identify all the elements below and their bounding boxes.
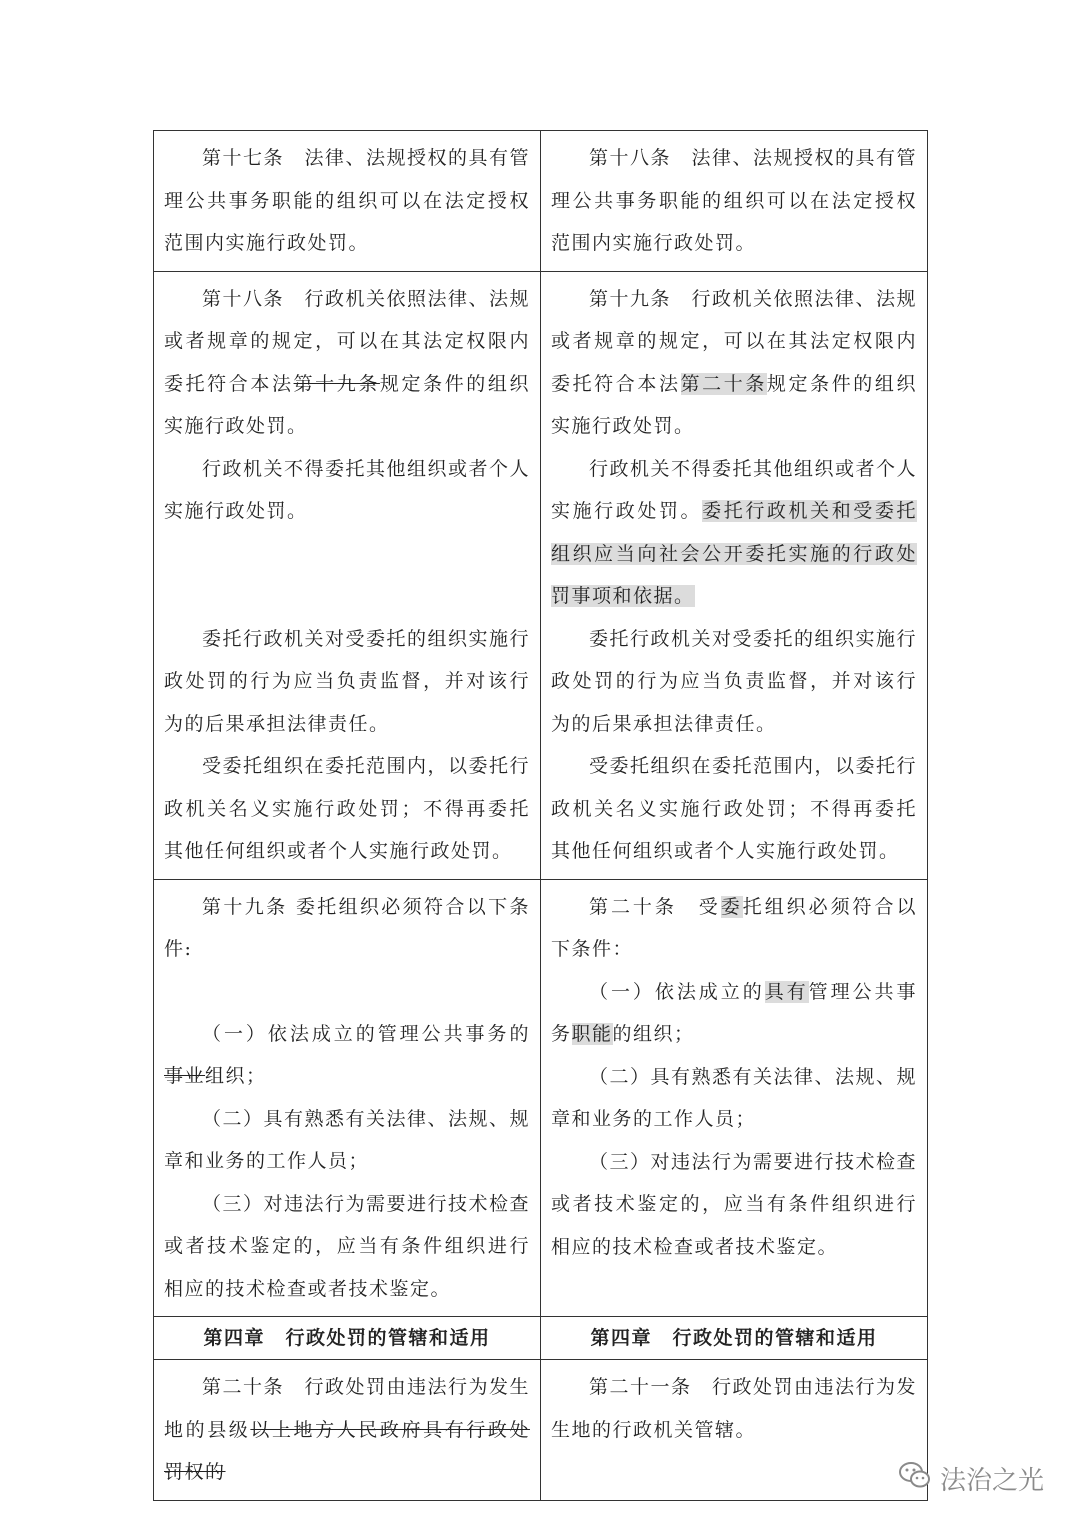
new-article-19 xyxy=(541,271,928,879)
paragraph: （一）依法成立的具有管理公共事务职能的组织； xyxy=(551,980,917,1045)
watermark-text: 法治之光 xyxy=(939,1466,1044,1496)
highlighted-text: 委托行政机关和受委托组织应当向社会公开委托实施的行政处罚事项和依据。 xyxy=(551,500,917,607)
old-article-20 xyxy=(154,1360,541,1501)
watermark xyxy=(898,1460,1044,1497)
new-article-18: 第十八条 法律、法规授权的具有管理公共事务职能的组织可以在法定授权范围内实施行政处罚。 xyxy=(541,131,928,272)
paragraph: 第二十条 受委托组织必须符合以下条件： xyxy=(551,895,917,960)
paragraph: （二）具有熟悉有关法律、法规、规章和业务的工作人员； xyxy=(164,1107,531,1172)
paragraph: （三）对违法行为需要进行技术检查或者技术鉴定的，应当有条件组织进行相应的技术检查或者技术鉴定。 xyxy=(551,1150,918,1258)
new-article-20 xyxy=(541,879,928,1317)
paragraph: 行政机关不得委托其他组织或者个人实施行政处罚。 xyxy=(164,457,531,522)
paragraph: 第十八条 行政机关依照法律、法规或者规章的规定，可以在其法定权限内委托符合本法第十九条规定条件的组织实施行政处罚。 xyxy=(164,287,531,437)
deleted-text: 以上地方人民政府具有行政处罚权的 xyxy=(164,1418,530,1483)
wechat-icon xyxy=(898,1460,932,1497)
comparison-table xyxy=(153,130,928,1501)
table-row xyxy=(154,131,928,272)
old-article-18 xyxy=(154,271,541,879)
paragraph: 第十九条 委托组织必须符合以下条件: xyxy=(164,895,530,960)
deleted-text: 第十九条 xyxy=(293,372,380,395)
paragraph: 受委托组织在委托范围内，以委托行政机关名义实施行政处罚；不得再委托其他任何组织或者个人实施行政处罚。 xyxy=(164,755,531,862)
table-row xyxy=(154,1360,928,1501)
highlighted-text: 具有 xyxy=(764,980,809,1003)
paragraph: （二）具有熟悉有关法律、法规、规章和业务的工作人员； xyxy=(551,1065,918,1130)
paragraph: 第二十一条 行政处罚由违法行为发生地的行政机关管辖。 xyxy=(551,1376,918,1441)
old-article-17: 第十七条 法律、法规授权的具有管理公共事务职能的组织可以在法定授权范围内实施行政处罚。 xyxy=(154,131,541,272)
new-article-21 xyxy=(541,1360,928,1501)
paragraph: （三）对违法行为需要进行技术检查或者技术鉴定的，应当有条件组织进行相应的技术检查或者技术鉴定。 xyxy=(164,1192,531,1300)
spacer xyxy=(164,533,530,618)
paragraph: 委托行政机关对受委托的组织实施行政处罚的行为应当负责监督，并对该行为的后果承担法律责任。 xyxy=(164,627,531,735)
highlighted-text: 职能 xyxy=(571,1023,613,1045)
paragraph: 第二十条 行政处罚由违法行为发生地的县级以上地方人民政府具有行政处罚权的 xyxy=(164,1376,531,1483)
paragraph: 第十九条 行政机关依照法律、法规或者规章的规定，可以在其法定权限内委托符合本法第二十条规定条件的组织实施行政处罚。 xyxy=(551,287,918,437)
old-article-19 xyxy=(154,879,541,1317)
paragraph: （一）依法成立的管理公共事务的事业组织； xyxy=(164,1022,530,1087)
table-row xyxy=(154,879,928,1317)
old-chapter-heading: 第四章 行政处罚的管辖和适用 xyxy=(154,1317,541,1360)
paragraph: 行政机关不得委托其他组织或者个人实施行政处罚。委托行政机关和受委托组织应当向社会公开委托实施的行政处罚事项和依据。 xyxy=(551,457,918,607)
deleted-text: 事业 xyxy=(164,1065,206,1087)
paragraph: 受委托组织在委托范围内，以委托行政机关名义实施行政处罚；不得再委托其他任何组织或者个人实施行政处罚。 xyxy=(551,755,918,862)
table-row xyxy=(154,271,928,879)
highlighted-text: 第二十条 xyxy=(680,372,767,395)
highlighted-text: 委 xyxy=(720,895,743,918)
spacer xyxy=(164,971,530,1013)
paragraph: 委托行政机关对受委托的组织实施行政处罚的行为应当负责监督，并对该行为的后果承担法律责任。 xyxy=(551,627,918,735)
new-chapter-heading: 第四章 行政处罚的管辖和适用 xyxy=(541,1317,928,1360)
chapter-row xyxy=(154,1317,928,1360)
